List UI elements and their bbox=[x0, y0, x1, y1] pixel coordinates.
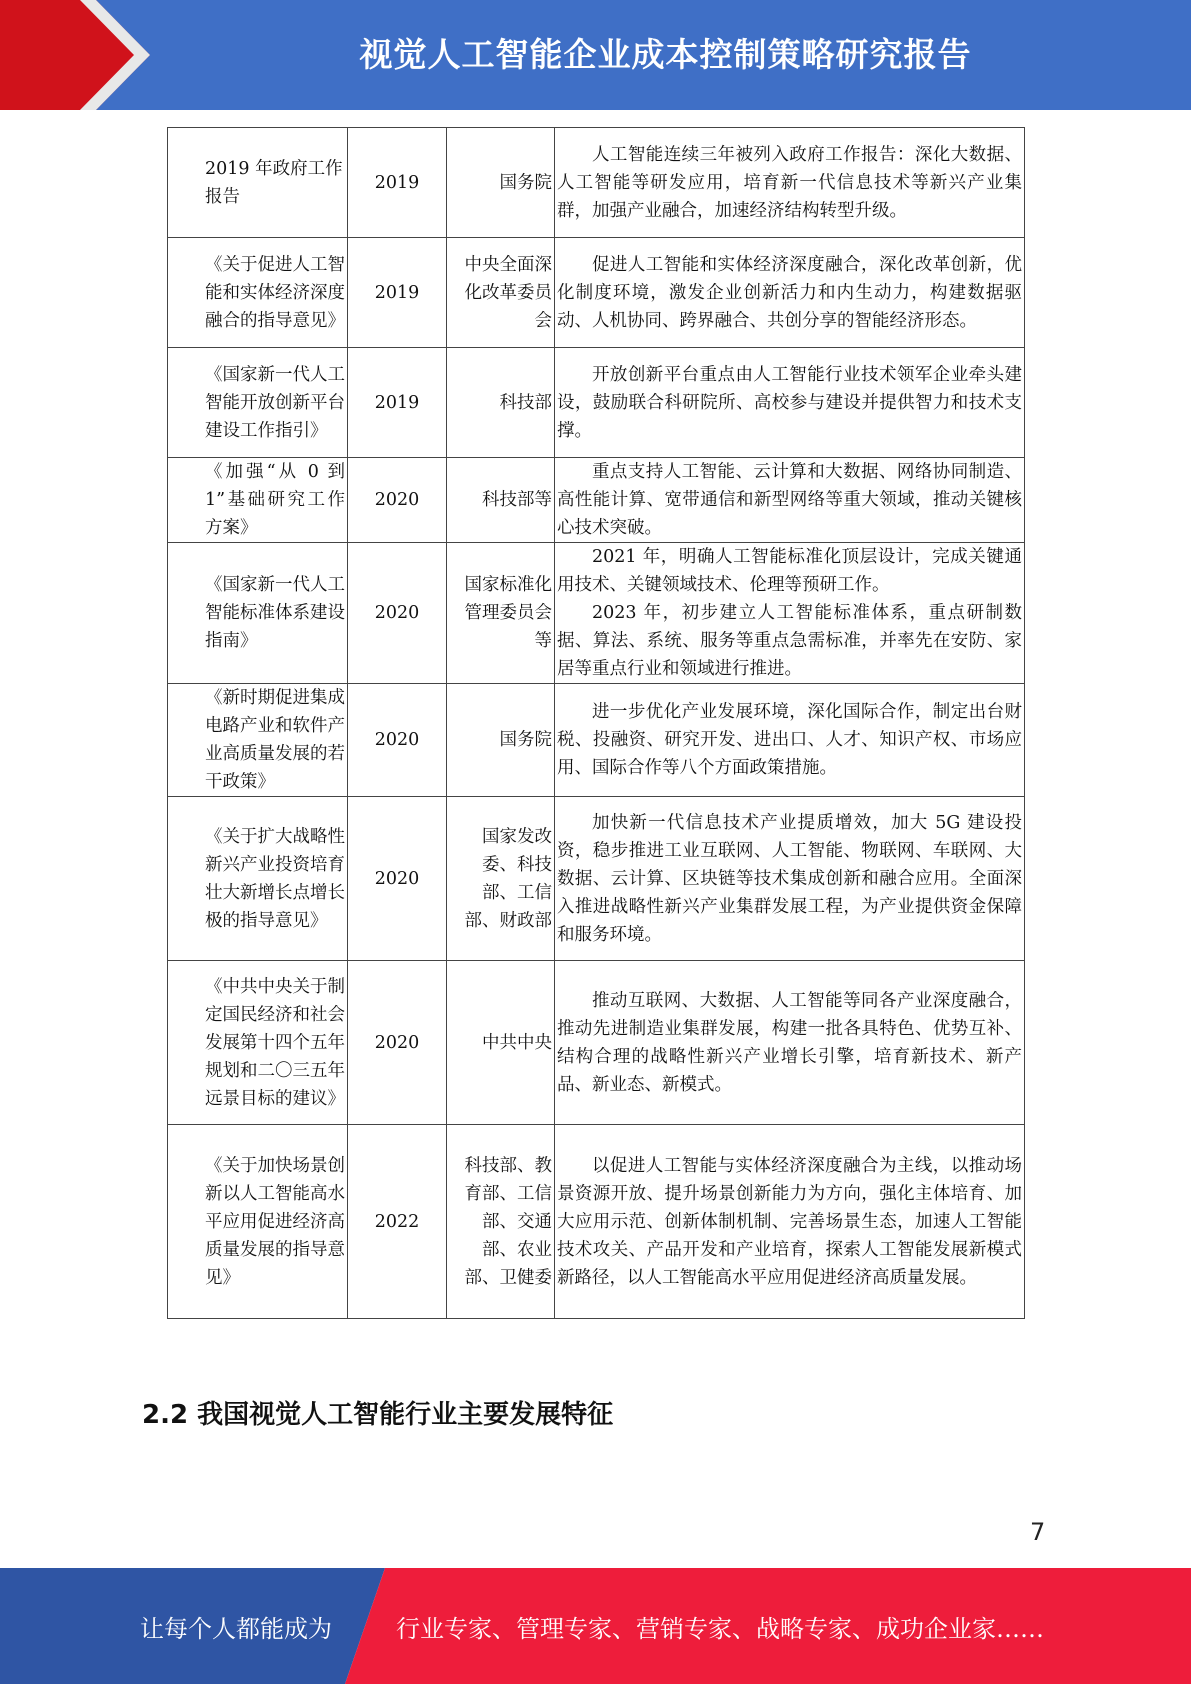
policy-name-cell bbox=[168, 458, 348, 543]
table-row bbox=[168, 797, 1025, 961]
table-row bbox=[168, 238, 1025, 348]
policy-description-cell bbox=[555, 128, 1025, 238]
policy-description-cell bbox=[555, 348, 1025, 458]
policy-department: 科技部 bbox=[447, 348, 555, 458]
section-heading: 2.2 我国视觉人工智能行业主要发展特征 bbox=[142, 1400, 614, 1430]
table-row bbox=[168, 684, 1025, 797]
policy-name: 《加强“从 0 到 1”基础研究工作方案》 bbox=[205, 462, 345, 538]
policy-description: 以促进人工智能与实体经济深度融合为主线，以推动场景资源开放、提升场景创新能力为方向，强化主体培育、加大应用示范、创新体制机制、完善场景生态，加速人工智能技术攻关、产品开发和产业培育，探索人工智能发展新模式新路径，以人工智能高水平应用促进经济高质量发展。 bbox=[557, 1155, 1022, 1288]
policy-department: 中共中央 bbox=[447, 961, 555, 1125]
footer-slogan-left: 让每个人都能成为 bbox=[140, 1614, 332, 1643]
policy-name: 《国家新一代人工智能开放创新平台建设工作指引》 bbox=[205, 364, 345, 441]
policy-year: 2020 bbox=[348, 684, 447, 797]
table-row bbox=[168, 128, 1025, 238]
policy-year: 2020 bbox=[348, 797, 447, 961]
policy-description-cell bbox=[555, 961, 1025, 1125]
policy-description: 2023 年，初步建立人工智能标准体系，重点研制数据、算法、系统、服务等重点急需标准，并率先在安防、家居等重点行业和领域进行推进。 bbox=[557, 603, 1022, 679]
policy-department: 科技部、教育部、工信部、交通部、农业部、卫健委 bbox=[447, 1125, 555, 1319]
table-row bbox=[168, 348, 1025, 458]
policy-year: 2020 bbox=[348, 543, 447, 684]
table-row bbox=[168, 543, 1025, 684]
policy-description: 开放创新平台重点由人工智能行业技术领军企业牵头建设，鼓励联合科研院所、高校参与建设并提供智力和技术支撑。 bbox=[557, 364, 1022, 441]
policy-name-cell bbox=[168, 684, 348, 797]
policy-department: 中央全面深化改革委员会 bbox=[447, 238, 555, 348]
policy-description: 2021 年，明确人工智能标准化顶层设计，完成关键通用技术、关键领域技术、伦理等预研工作。 bbox=[557, 547, 1022, 595]
policy-description-cell bbox=[555, 238, 1025, 348]
policy-name-cell bbox=[168, 1125, 348, 1319]
policy-name: 《关于加快场景创新以人工智能高水平应用促进经济高质量发展的指导意见》 bbox=[205, 1155, 345, 1288]
policy-department: 国家发改委、科技部、工信部、财政部 bbox=[447, 797, 555, 961]
policy-name-cell bbox=[168, 128, 348, 238]
policy-department: 国务院 bbox=[447, 684, 555, 797]
policy-description: 推动互联网、大数据、人工智能等同各产业深度融合，推动先进制造业集群发展，构建一批各具特色、优势互补、结构合理的战略性新兴产业增长引擎，培育新技术、新产品、新业态、新模式。 bbox=[557, 990, 1022, 1095]
policy-name: 《中共中央关于制定国民经济和社会发展第十四个五年规划和二〇三五年远景目标的建议》 bbox=[205, 976, 345, 1109]
policy-description: 促进人工智能和实体经济深度融合，深化改革创新，优化制度环境，激发企业创新活力和内生动力，构建数据驱动、人机协同、跨界融合、共创分享的智能经济形态。 bbox=[557, 254, 1022, 331]
header-arrow-decoration bbox=[0, 0, 150, 110]
page-footer bbox=[0, 1568, 1191, 1684]
policy-name: 2019 年政府工作 bbox=[205, 158, 343, 179]
policy-name: 《国家新一代人工智能标准体系建设指南》 bbox=[205, 575, 345, 651]
policy-description-cell bbox=[555, 684, 1025, 797]
policy-description: 重点支持人工智能、云计算和大数据、网络协同制造、高性能计算、宽带通信和新型网络等重大领域，推动关键核心技术突破。 bbox=[557, 462, 1022, 538]
policy-year: 2022 bbox=[348, 1125, 447, 1319]
table-row bbox=[168, 1125, 1025, 1319]
policy-year: 2020 bbox=[348, 458, 447, 543]
policy-table bbox=[167, 127, 1025, 1319]
report-title: 视觉人工智能企业成本控制策略研究报告 bbox=[359, 34, 972, 74]
policy-description: 进一步优化产业发展环境，深化国际合作，制定出台财税、投融资、研究开发、进出口、人才、知识产权、市场应用、国际合作等八个方面政策措施。 bbox=[557, 702, 1022, 778]
policy-name-cell bbox=[168, 348, 348, 458]
table-row bbox=[168, 458, 1025, 543]
policy-name: 《关于扩大战略性新兴产业投资培育壮大新增长点增长极的指导意见》 bbox=[205, 826, 345, 931]
policy-name-cell bbox=[168, 543, 348, 684]
policy-description: 加快新一代信息技术产业提质增效，加大 5G 建设投资，稳步推进工业互联网、人工智能、物联网、车联网、大数据、云计算、区块链等技术集成创新和融合应用。全面深入推进战略性新兴产业集群发展工程，为产业提供资金保障和服务环境。 bbox=[557, 812, 1022, 945]
footer-slogan-right: 行业专家、管理专家、营销专家、战略专家、成功企业家…… bbox=[396, 1614, 1044, 1643]
policy-description: 人工智能连续三年被列入政府工作报告：深化大数据、人工智能等研发应用，培育新一代信息技术等新兴产业集群，加强产业融合，加速经济结构转型升级。 bbox=[557, 144, 1022, 221]
policy-department: 国务院 bbox=[447, 128, 555, 238]
table-row bbox=[168, 961, 1025, 1125]
policy-department: 国家标准化管理委员会等 bbox=[447, 543, 555, 684]
policy-year: 2020 bbox=[348, 961, 447, 1125]
policy-year: 2019 bbox=[348, 348, 447, 458]
policy-year: 2019 bbox=[348, 238, 447, 348]
policy-description-cell bbox=[555, 458, 1025, 543]
policy-year: 2019 bbox=[348, 128, 447, 238]
policy-department: 科技部等 bbox=[447, 458, 555, 543]
policy-description-cell bbox=[555, 797, 1025, 961]
policy-name: 《关于促进人工智能和实体经济深度融合的指导意见》 bbox=[205, 254, 345, 331]
policy-name-cell bbox=[168, 961, 348, 1125]
policy-name: 报告 bbox=[205, 186, 240, 207]
policy-description-cell bbox=[555, 543, 1025, 684]
policy-name-cell bbox=[168, 238, 348, 348]
page-header bbox=[0, 0, 1191, 110]
page-number: 7 bbox=[1030, 1518, 1046, 1546]
policy-name-cell bbox=[168, 797, 348, 961]
policy-description-cell bbox=[555, 1125, 1025, 1319]
policy-name: 《新时期促进集成电路产业和软件产业高质量发展的若干政策》 bbox=[205, 688, 345, 792]
